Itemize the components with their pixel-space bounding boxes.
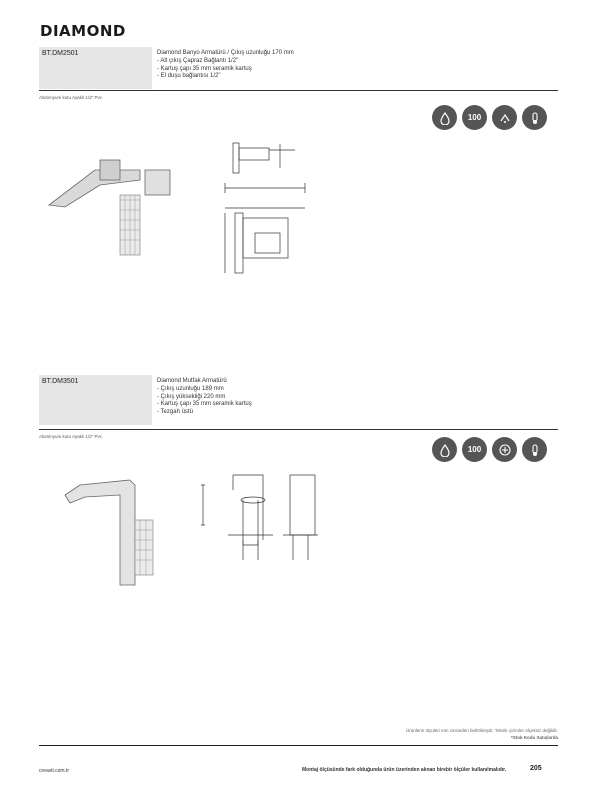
kitchen-mixer-photo bbox=[60, 475, 160, 590]
product-description bbox=[157, 378, 252, 417]
description-line: - Kartuş çapı 35 mm seramik kartuş bbox=[157, 401, 252, 408]
description-line: - Çıkış uzunluğu 189 mm bbox=[157, 385, 224, 392]
product-description bbox=[157, 50, 294, 81]
description-line: - Çıkış yüksekliği 220 mm bbox=[157, 393, 226, 400]
product-code-cell bbox=[39, 47, 152, 89]
footer-divider bbox=[39, 745, 558, 746]
divider bbox=[39, 429, 558, 430]
thermostatic-icon bbox=[522, 105, 547, 130]
product-note: Alüminyum kutu Ayaklı 1/2" Pvc bbox=[39, 434, 103, 439]
bath-mixer-photo bbox=[45, 155, 175, 265]
feature-icons bbox=[432, 437, 547, 462]
thermostatic-icon bbox=[522, 437, 547, 462]
product-code: BT.DM3501 bbox=[42, 378, 79, 385]
kitchen-mixer-technical-drawing bbox=[198, 470, 323, 565]
description-line: - Alt çıkış Çapraz Bağlantı 1/2" bbox=[157, 57, 239, 64]
footnote: *Stok Kodu Satışlarda bbox=[510, 735, 558, 740]
product-header-2 bbox=[39, 375, 558, 425]
description-line: - El duşu bağlantısı 1/2" bbox=[157, 73, 221, 80]
water-saving-icon bbox=[432, 437, 457, 462]
feature-icons bbox=[432, 105, 547, 130]
hand-care-icon bbox=[492, 105, 517, 130]
product-code-cell bbox=[39, 375, 152, 425]
description-line: Diamond Banyo Armatürü / Çıkış uzunluğu 170 mm bbox=[157, 50, 294, 56]
product-code: BT.DM2501 bbox=[42, 50, 79, 57]
100-icon: 100 bbox=[462, 437, 487, 462]
brand-title: DIAMOND bbox=[40, 22, 126, 40]
water-saving-icon bbox=[432, 105, 457, 130]
footer-disclaimer: Montaj ölçüsünde fark olduğunda ürün üzerinden alınan birebir ölçüler kullanılmalıdır. bbox=[302, 767, 507, 773]
bath-mixer-technical-drawing bbox=[215, 128, 325, 283]
footnote: Ürünlerin ölçüleri mm cinsinden belirtilmiştir. Teknik çizimler ölçeksiz değildir. bbox=[406, 728, 558, 733]
description-line: Diamond Mutfak Armatürü bbox=[157, 378, 227, 384]
footer-website: creavit.com.tr bbox=[39, 768, 70, 774]
plus-icon bbox=[492, 437, 517, 462]
page-number: 205 bbox=[530, 765, 542, 772]
product-note: Alüminyum kutu Ayaklı 1/2" Pvc bbox=[39, 95, 103, 100]
divider bbox=[39, 90, 558, 91]
product-header-1 bbox=[39, 47, 558, 89]
description-line: - Kartuş çapı 35 mm seramik kartuş bbox=[157, 65, 252, 72]
description-line: - Tezgah üstü bbox=[157, 409, 193, 416]
100-icon: 100 bbox=[462, 105, 487, 130]
